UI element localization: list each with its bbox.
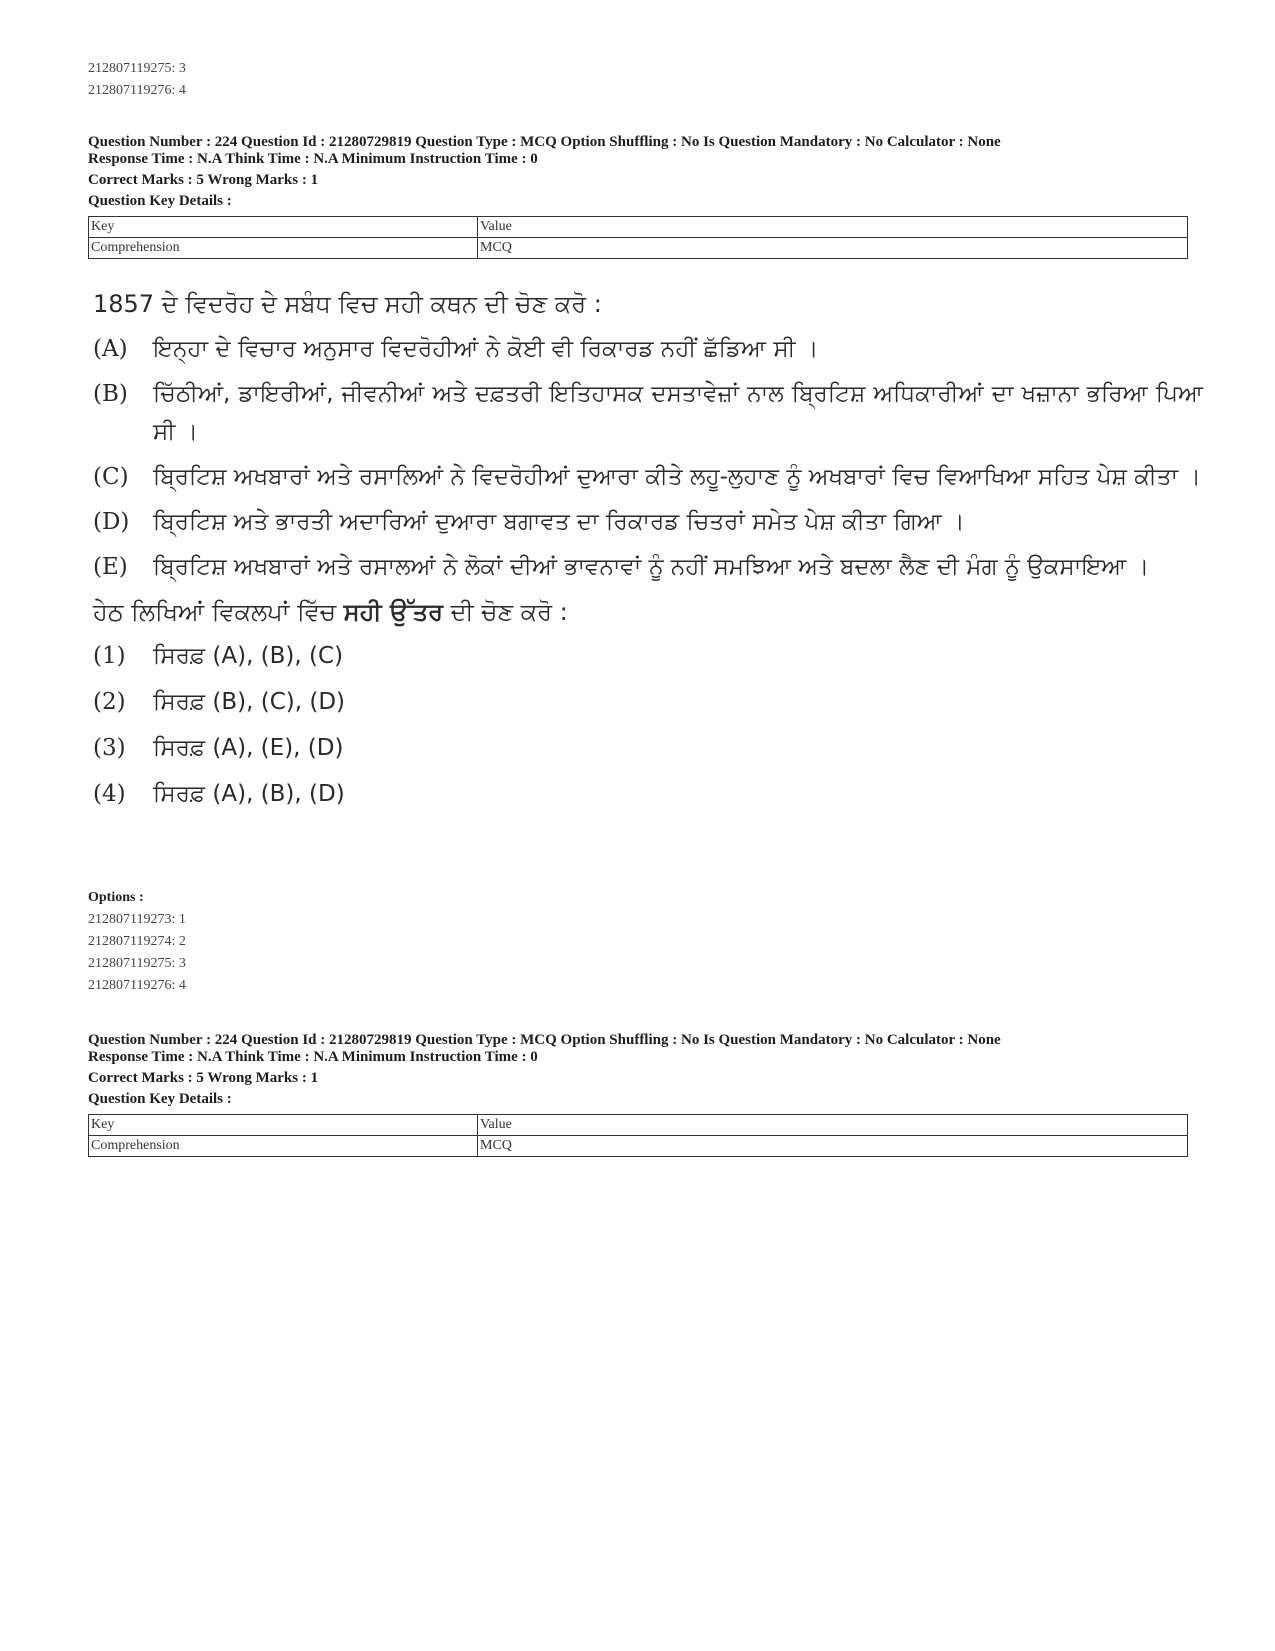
option-id-line: 212807119273: 1 [88,912,186,927]
statement-text: ਬ੍ਰਿਟਿਸ਼ ਅਖਬਾਰਾਂ ਅਤੇ ਰਸਾਲਆਂ ਨੇ ਲੋਕਾਂ ਦੀਆਂ ਭਾਵਨਾਵਾਂ ਨੂੰ ਨਹੀਂ ਸਮਝਿਆ ਅਤੇ ਬਦਲਾ ਲੈਣ ਦੀ ਮੰਗ ਨੂੰ ਉਕਸਾਇਆ । [153,554,1150,580]
choice-text: ਸਿਰਫ਼ (A), (B), (D) [153,781,345,807]
meta-time-line: Response Time : N.A Think Time : N.A Minimum Instruction Time : 0 [88,1049,538,1065]
answer-choice[interactable] [93,775,1203,813]
choice-label: (4) [93,781,126,807]
statement-text: ਬ੍ਰਿਟਿਸ਼ ਅਤੇ ਭਾਰਤੀ ਅਦਾਰਿਆਂ ਦੁਆਰਾ ਬਗਾਵਤ ਦਾ ਰਿਕਾਰਡ ਚਿਤਰਾਂ ਸਮੇਤ ਪੇਸ਼ ਕੀਤਾ ਗਿਆ । [153,509,965,535]
table-header-value: Value [478,217,1188,238]
choice-text: ਸਿਰਫ਼ (A), (E), (D) [153,735,344,761]
answer-choice[interactable] [93,637,1203,675]
instruction-text-end: ਦੀ ਚੋਣ ਕਰੋ : [442,598,568,626]
question-stem: 1857 ਦੇ ਵਿਦਰੋਹ ਦੇ ਸਬੰਧ ਵਿਚ ਸਹੀ ਕਥਨ ਦੀ ਚੋਣ ਕਰੋ : [93,290,602,318]
statement-label: (C) [93,464,129,490]
statement-item [93,330,1203,368]
table-header-value: Value [478,1115,1188,1136]
choice-label: (3) [93,735,126,761]
table-row [89,238,1188,259]
table-cell-value: MCQ [478,238,1188,259]
meta-question-line: Question Number : 224 Question Id : 21280729819 Question Type : MCQ Option Shuffling : No Is Question Mandatory : No Calculator : None [88,1032,1001,1048]
statement-item [93,548,1203,586]
table-cell-value: MCQ [478,1136,1188,1157]
choice-text: ਸਿਰਫ਼ (A), (B), (C) [153,643,344,669]
choice-label: (2) [93,689,126,715]
option-id-line: 212807119276: 4 [88,83,186,98]
meta-key-details-label: Question Key Details : [88,193,232,209]
previous-option-ids [88,58,186,102]
statement-label: (B) [93,381,128,407]
table-cell-key: Comprehension [89,1136,478,1157]
choice-text: ਸਿਰਫ਼ (B), (C), (D) [153,689,346,715]
question-meta-header [88,1032,1198,1157]
meta-marks-line: Correct Marks : 5 Wrong Marks : 1 [88,172,319,188]
options-heading: Options : [88,890,144,905]
answer-instruction [93,593,1203,631]
question-key-table [88,1114,1188,1157]
option-id-line: 212807119275: 3 [88,61,186,76]
question-key-table [88,216,1188,259]
question-meta-header [88,134,1198,259]
answer-choice[interactable] [93,683,1203,721]
statement-label: (E) [93,554,128,580]
choice-label: (1) [93,643,126,669]
question-body [93,286,1203,821]
answer-choice[interactable] [93,729,1203,767]
statement-item [93,458,1203,496]
table-row [89,1115,1188,1136]
table-row [89,1136,1188,1157]
table-cell-key: Comprehension [89,238,478,259]
statement-item [93,503,1203,541]
meta-time-line: Response Time : N.A Think Time : N.A Minimum Instruction Time : 0 [88,151,538,167]
table-row [89,217,1188,238]
statement-item [93,375,1203,451]
instruction-text-emphasis: ਸਹੀ ਉੱਤਰ [343,598,443,626]
meta-question-line: Question Number : 224 Question Id : 21280729819 Question Type : MCQ Option Shuffling : No Is Question Mandatory : No Calculator : None [88,134,1001,150]
statement-text: ਬ੍ਰਿਟਿਸ਼ ਅਖਬਾਰਾਂ ਅਤੇ ਰਸਾਲਿਆਂ ਨੇ ਵਿਦਰੋਹੀਆਂ ਦੁਆਰਾ ਕੀਤੇ ਲਹੂ-ਲੁਹਾਣ ਨੂੰ ਅਖਬਾਰਾਂ ਵਿਚ ਵਿਆਖਿਆ ਸਹਿਤ ਪੇਸ਼ ਕੀਤਾ । [153,464,1201,490]
statement-text: ਚਿੱਠੀਆਂ, ਡਾਇਰੀਆਂ, ਜੀਵਨੀਆਂ ਅਤੇ ਦਫ਼ਤਰੀ ਇਤਿਹਾਸਕ ਦਸਤਾਵੇਜ਼ਾਂ ਨਾਲ ਬ੍ਰਿਟਿਸ਼ ਅਧਿਕਾਰੀਆਂ ਦਾ ਖਜ਼ਾਨਾ ਭਰਿਆ ਪਿਆ ਸੀ । [153,381,1203,445]
instruction-text-start: ਹੇਠ ਲਿਖਿਆਂ ਵਿਕਲਪਾਂ ਵਿੱਚ [93,598,344,626]
table-header-key: Key [89,1115,478,1136]
options-id-list [88,887,186,997]
option-id-line: 212807119274: 2 [88,934,186,949]
statement-label: (D) [93,509,130,535]
option-id-line: 212807119276: 4 [88,978,186,993]
statement-label: (A) [93,336,128,362]
statement-text: ਇਨ੍ਹਾ ਦੇ ਵਿਚਾਰ ਅਨੁਸਾਰ ਵਿਦਰੋਹੀਆਂ ਨੇ ਕੋਈ ਵੀ ਰਿਕਾਰਡ ਨਹੀਂ ਛੱਡਿਆ ਸੀ । [153,336,819,362]
meta-marks-line: Correct Marks : 5 Wrong Marks : 1 [88,1070,319,1086]
table-header-key: Key [89,217,478,238]
meta-key-details-label: Question Key Details : [88,1091,232,1107]
option-id-line: 212807119275: 3 [88,956,186,971]
